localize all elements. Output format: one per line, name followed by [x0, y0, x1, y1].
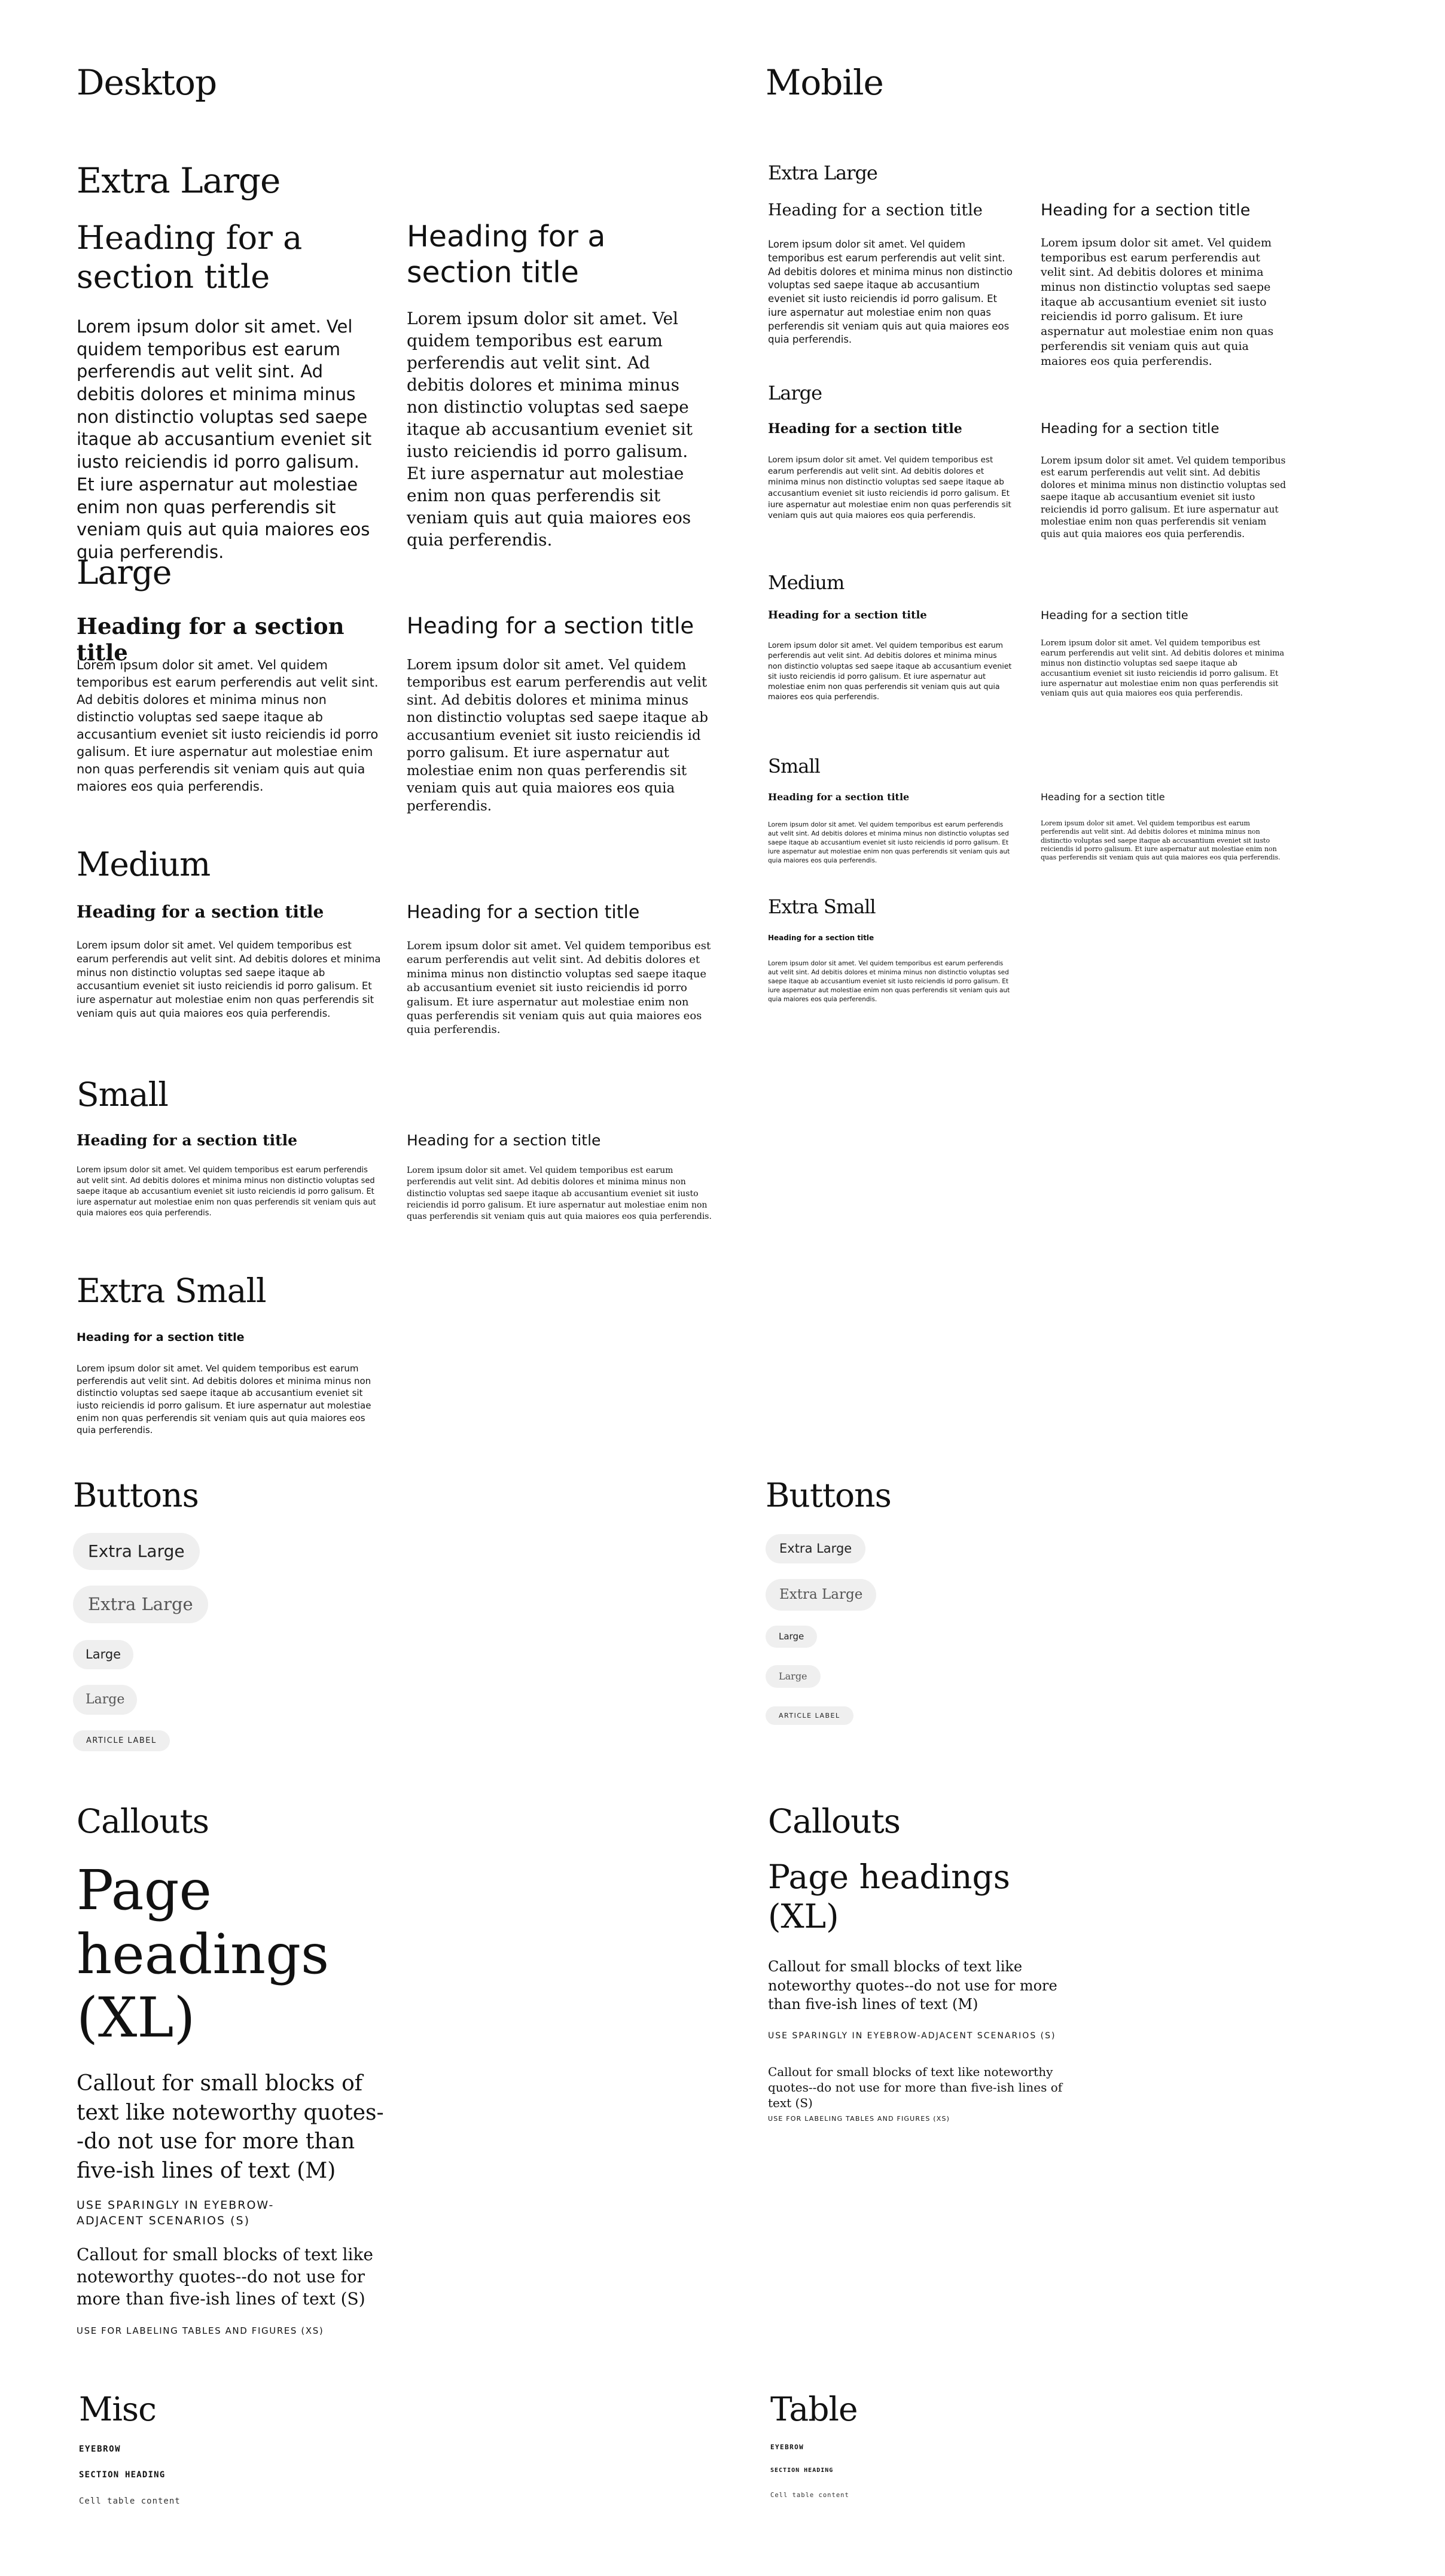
mobile-l-sans-body: Lorem ipsum dolor sit amet. Vel quidem temporibus est earum perferendis aut velit sint. Ad debitis dolores et minima minus non distinctio voluptas sed saepe itaque ab accusantium eveniet sit iusto reiciendis id porro galisum. Et iure aspernatur aut molestiae enim non quas perferendis sit veniam quis aut quia maiores eos quia perferendis. [768, 455, 1011, 521]
mobile-eyebrow-s: USE SPARINGLY IN EYEBROW-ADJACENT SCENARIOS (S) [768, 2031, 1056, 2041]
mobile-xs-label: Extra Small [768, 895, 876, 918]
desktop-page-heading: Page headings (XL) [77, 1858, 330, 2050]
desktop-eyebrow-s: USE SPARINGLY IN EYEBROW-ADJACENT SCENARIOS (S) [77, 2199, 275, 2227]
desktop-m-serif-body: Lorem ipsum dolor sit amet. Vel quidem temporibus est earum perferendis aut velit sint. Ad debitis dolores et minima minus non distinctio voluptas sed saepe itaque ab accusantium eveniet sit iusto reiciendis id porro galisum. Et iure aspernatur aut molestiae enim non quas perferendis sit veniam quis aut quia maiores eos quia perferendis. [407, 940, 711, 1037]
desktop-m-sans-heading: Heading for a section title [407, 902, 640, 923]
mobile-s-label: Small [768, 755, 820, 778]
table-section-heading: SECTION HEADING [770, 2467, 834, 2474]
desktop-button-xl-serif[interactable]: Extra Large [73, 1586, 208, 1623]
desktop-s-sans-heading: Heading for a section title [407, 1132, 601, 1149]
desktop-xl-serif-heading: Heading for a section title [77, 219, 303, 295]
desktop-l-sans-heading: Heading for a section title [407, 613, 694, 639]
desktop-xl-serif-body: Lorem ipsum dolor sit amet. Vel quidem temporibus est earum perferendis aut velit sint. Ad debitis dolores et minima minus non distinctio voluptas sed saepe itaque ab accusantium eveniet sit iusto reiciendis id porro galisum. Et iure aspernatur aut molestiae enim non quas perferendis sit veniam quis aut quia maiores eos quia perferendis. [407, 309, 693, 550]
mobile-m-sans-heading: Heading for a section title [1041, 609, 1188, 622]
misc-eyebrow: EYEBROW [79, 2444, 121, 2454]
desktop-xs-sans-heading: Heading for a section title [77, 1331, 245, 1344]
desktop-s-serif-body: Lorem ipsum dolor sit amet. Vel quidem temporibus est earum perferendis aut velit sint. Ad debitis dolores et minima minus non distinctio voluptas sed saepe itaque ab accusantium eveniet sit iusto reiciendis id porro galisum. Et iure aspernatur aut molestiae enim non quas perferendis sit veniam quis aut quia maiores eos quia perferendis. [407, 1166, 712, 1222]
mobile-button-l-serif[interactable]: Large [766, 1665, 821, 1688]
mobile-l-serif-heading: Heading for a section title [768, 421, 962, 437]
mobile-m-serif-body: Lorem ipsum dolor sit amet. Vel quidem temporibus est earum perferendis aut velit sint. Ad debitis dolores et minima minus non distinctio voluptas sed saepe itaque ab accusantium eveniet sit iusto reiciendis id porro galisum. Et iure aspernatur aut molestiae enim non quas perferendis sit veniam quis aut quia maiores eos quia perferendis. [1041, 639, 1285, 699]
desktop-xl-label: Extra Large [77, 160, 281, 201]
desktop-xs-label: Extra Small [77, 1272, 266, 1310]
desktop-callouts-title: Callouts [77, 1802, 209, 1840]
desktop-button-l-sans[interactable]: Large [73, 1640, 133, 1669]
mobile-callout-m: Callout for small blocks of text like noteworthy quotes--do not use for more than five-ish lines of text (M) [768, 1958, 1057, 2013]
mobile-m-serif-heading: Heading for a section title [768, 609, 927, 621]
desktop-l-serif-heading: Heading for a section title [77, 613, 345, 666]
mobile-button-xl-serif[interactable]: Extra Large [766, 1579, 876, 1611]
table-eyebrow: EYEBROW [770, 2443, 804, 2451]
mobile-title: Mobile [766, 62, 883, 103]
desktop-button-l-serif[interactable]: Large [73, 1685, 137, 1715]
mobile-page-heading: Page headings (XL) [768, 1858, 1010, 1935]
mobile-button-xl-sans[interactable]: Extra Large [766, 1534, 865, 1563]
misc-title: Misc [79, 2390, 156, 2428]
desktop-callout-s: Callout for small blocks of text like noteworthy quotes--do not use for more than five-ish lines of text (S) [77, 2245, 373, 2309]
desktop-l-sans-body: Lorem ipsum dolor sit amet. Vel quidem temporibus est earum perferendis aut velit sint. Ad debitis dolores et minima minus non distinctio voluptas sed saepe itaque ab accusantium eveniet sit iusto reiciendis id porro galisum. Et iure aspernatur aut molestiae enim non quas perferendis sit veniam quis aut quia maiores eos quia perferendis. [77, 658, 379, 794]
mobile-label-xs: USE FOR LABELING TABLES AND FIGURES (XS) [768, 2115, 950, 2123]
mobile-xl-serif-body: Lorem ipsum dolor sit amet. Vel quidem temporibus est earum perferendis aut velit sint. Ad debitis dolores et minima minus non distinctio voluptas sed saepe itaque ab accusantium eveniet sit iusto reiciendis id porro galisum. Et iure aspernatur aut molestiae enim non quas perferendis sit veniam quis aut quia maiores eos quia perferendis. [1041, 236, 1274, 368]
misc-cell: Cell table content [79, 2496, 181, 2506]
mobile-xl-sans-body: Lorem ipsum dolor sit amet. Vel quidem temporibus est earum perferendis aut velit sint. Ad debitis dolores et minima minus non distinctio voluptas sed saepe itaque ab accusantium eveniet sit iusto reiciendis id porro galisum. Et iure aspernatur aut molestiae enim non quas perferendis sit veniam quis aut quia maiores eos quia perferendis. [768, 239, 1013, 346]
mobile-callouts-title: Callouts [768, 1802, 900, 1840]
desktop-buttons-title: Buttons [73, 1476, 199, 1514]
desktop-label-xs: USE FOR LABELING TABLES AND FIGURES (XS) [77, 2325, 324, 2336]
mobile-callout-s: Callout for small blocks of text like noteworthy quotes--do not use for more than five-ish lines of text (S) [768, 2065, 1063, 2110]
mobile-xl-sans-heading: Heading for a section title [1041, 201, 1251, 220]
desktop-xs-sans-body: Lorem ipsum dolor sit amet. Vel quidem temporibus est earum perferendis aut velit sint. Ad debitis dolores et minima minus non distinctio voluptas sed saepe itaque ab accusantium eveniet sit iusto reiciendis id porro galisum. Et iure aspernatur aut molestiae enim non quas perferendis sit veniam quis aut quia maiores eos quia perferendis. [77, 1363, 371, 1436]
desktop-m-label: Medium [77, 845, 211, 883]
misc-section-heading: SECTION HEADING [79, 2470, 166, 2480]
desktop-xl-sans-body: Lorem ipsum dolor sit amet. Vel quidem temporibus est earum perferendis aut velit sint. Ad debitis dolores et minima minus non distinctio voluptas sed saepe itaque ab accusantium eveniet sit iusto reiciendis id porro galisum. Et iure aspernatur aut molestiae enim non quas perferendis sit veniam quis aut quia maiores eos quia perferendis. [77, 316, 372, 562]
desktop-callout-m: Callout for small blocks of text like noteworthy quotes--do not use for more than five-ish lines of text (M) [77, 2071, 384, 2183]
mobile-s-serif-body: Lorem ipsum dolor sit amet. Vel quidem temporibus est earum perferendis aut velit sint. Ad debitis dolores et minima minus non distinctio voluptas sed saepe itaque ab accusantium eveniet sit iusto reiciendis id porro galisum. Et iure aspernatur aut molestiae enim non quas perferendis sit veniam quis aut quia maiores eos quia perferendis. [1041, 819, 1281, 862]
mobile-s-sans-body: Lorem ipsum dolor sit amet. Vel quidem temporibus est earum perferendis aut velit sint. Ad debitis dolores et minima minus non distinctio voluptas sed saepe itaque ab accusantium eveniet sit iusto reiciendis id porro galisum. Et iure aspernatur aut molestiae enim non quas perferendis sit veniam quis aut quia maiores eos quia perferendis. [768, 821, 1010, 864]
desktop-s-serif-heading: Heading for a section title [77, 1132, 298, 1149]
mobile-buttons-title: Buttons [766, 1476, 891, 1514]
mobile-m-label: Medium [768, 571, 845, 594]
desktop-s-label: Small [77, 1075, 168, 1114]
table-title: Table [770, 2390, 858, 2428]
mobile-l-sans-heading: Heading for a section title [1041, 421, 1220, 437]
desktop-m-serif-heading: Heading for a section title [77, 902, 324, 922]
mobile-m-sans-body: Lorem ipsum dolor sit amet. Vel quidem temporibus est earum perferendis aut velit sint. Ad debitis dolores et minima minus non distinctio voluptas sed saepe itaque ab accusantium eveniet sit iusto reiciendis id porro galisum. Et iure aspernatur aut molestiae enim non quas perferendis sit veniam quis aut quia maiores eos quia perferendis. [768, 641, 1012, 702]
mobile-button-article-label[interactable]: ARTICLE LABEL [766, 1706, 853, 1725]
mobile-s-serif-heading: Heading for a section title [768, 791, 910, 803]
mobile-button-l-sans[interactable]: Large [766, 1626, 817, 1648]
mobile-xl-serif-heading: Heading for a section title [768, 201, 983, 220]
desktop-m-sans-body: Lorem ipsum dolor sit amet. Vel quidem temporibus est earum perferendis aut velit sint. Ad debitis dolores et minima minus non distinctio voluptas sed saepe itaque ab accusantium eveniet sit iusto reiciendis id porro galisum. Et iure aspernatur aut molestiae enim non quas perferendis sit veniam quis aut quia maiores eos quia perferendis. [77, 940, 381, 1019]
desktop-button-xl-sans[interactable]: Extra Large [73, 1533, 200, 1570]
mobile-xs-sans-heading: Heading for a section title [768, 934, 874, 942]
mobile-s-sans-heading: Heading for a section title [1041, 791, 1165, 803]
mobile-xl-label: Extra Large [768, 161, 877, 184]
mobile-l-serif-body: Lorem ipsum dolor sit amet. Vel quidem temporibus est earum perferendis aut velit sint. Ad debitis dolores et minima minus non distinctio voluptas sed saepe itaque ab accusantium eveniet sit iusto reiciendis id porro galisum. Et iure aspernatur aut molestiae enim non quas perferendis sit veniam quis aut quia maiores eos quia perferendis. [1041, 455, 1287, 539]
table-cell: Cell table content [770, 2492, 849, 2499]
desktop-xl-sans-heading: Heading for a section title [407, 220, 606, 289]
desktop-title: Desktop [77, 62, 217, 103]
desktop-l-serif-body: Lorem ipsum dolor sit amet. Vel quidem temporibus est earum perferendis aut velit sint. Ad debitis dolores et minima minus non distinctio voluptas sed saepe itaque ab accusantium eveniet sit iusto reiciendis id porro galisum. Et iure aspernatur aut molestiae enim non quas perferendis sit veniam quis aut quia maiores eos quia perferendis. [407, 657, 708, 814]
mobile-xs-sans-body: Lorem ipsum dolor sit amet. Vel quidem temporibus est earum perferendis aut velit sint. Ad debitis dolores et minima minus non distinctio voluptas sed saepe itaque ab accusantium eveniet sit iusto reiciendis id porro galisum. Et iure aspernatur aut molestiae enim non quas perferendis sit veniam quis aut quia maiores eos quia perferendis. [768, 960, 1010, 1003]
mobile-l-label: Large [768, 382, 822, 404]
desktop-s-sans-body: Lorem ipsum dolor sit amet. Vel quidem temporibus est earum perferendis aut velit sint. Ad debitis dolores et minima minus non distinctio voluptas sed saepe itaque ab accusantium eveniet sit iusto reiciendis id porro galisum. Et iure aspernatur aut molestiae enim non quas perferendis sit veniam quis aut quia maiores eos quia perferendis. [77, 1166, 376, 1218]
desktop-l-label: Large [77, 553, 172, 592]
desktop-button-article-label[interactable]: ARTICLE LABEL [73, 1730, 170, 1751]
